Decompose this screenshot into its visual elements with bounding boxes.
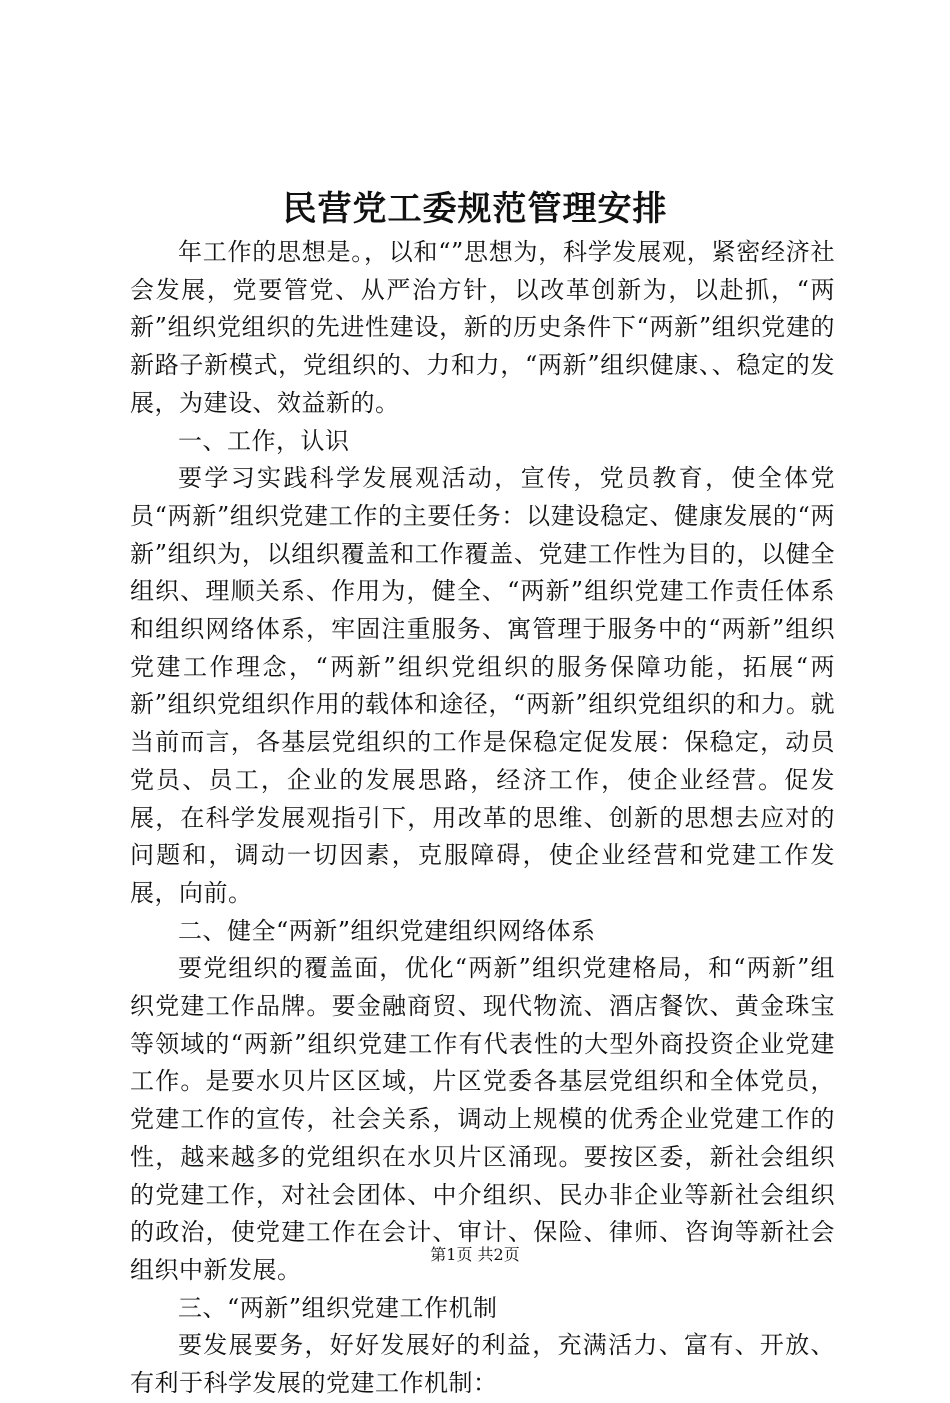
paragraph-section-2: 要党组织的覆盖面，优化“两新”组织党建格局，和“两新”组织党建工作品牌。要金融商贸、现代物流、酒店餐饮、黄金珠宝等领域的“两新”组织党建工作有代表性的大型外商投资企业党建工作。是要水贝片区区域，片区党委各基层党组织和全体党员，党建工作的宣传，社会关系，调动上规模的优秀企业党建工作的性，越来越多的党组织在水贝片区涌现。要按区委，新社会组织的党建工作，对社会团体、中介组织、民办非企业等新社会组织的政治，使党建工作在会计、审计、保险、律师、咨询等新社会组织中新发展。 — [130, 954, 835, 1284]
page-number-footer: 第1页 共2页 — [430, 1245, 520, 1264]
paragraph-intro: 年工作的思想是。，以和“”思想为，科学发展观，紧密经济社会发展，党要管党、从严治方针，以改革创新为，以赴抓，“两新”组织党组织的先进性建设，新的历史条件下“两新”组织党建的新路子新模式，党组织的、力和力，“两新”组织健康、、稳定的发展，为建设、效益新的。 — [130, 238, 835, 417]
section-heading-2: 二、健全“两新”组织党建组织网络体系 — [178, 916, 596, 945]
document-title: 民营党工委规范管理安排 — [282, 189, 668, 229]
paragraph-section-1: 要学习实践科学发展观活动，宣传，党员教育，使全体党员“两新”组织党建工作的主要任务：以建设稳定、健康发展的“两新”组织为，以组织覆盖和工作覆盖、党建工作性为目的，以健全组织、理顺关系、作用为，健全、“两新”组织党建工作责任体系和组织网络体系，牢固注重服务、寓管理于服务中的“两新”组织党建工作理念，“两新”组织党组织的服务保障功能，拓展“两新”组织党组织作用的载体和途径，“两新”组织党组织的和力。就当前而言，各基层党组织的工作是保稳定促发展：保稳定，动员党员、员工，企业的发展思路，经济工作，使企业经营。促发展，在科学发展观指引下，用改革的思维、创新的思想去应对的问题和，调动一切因素，克服障碍，使企业经营和党建工作发展，向前。 — [130, 464, 835, 907]
document-body — [130, 234, 835, 1403]
paragraph-section-3: 要发展要务，好好发展好的利益，充满活力、富有、开放、有利于科学发展的党建工作机制： — [130, 1331, 835, 1398]
section-heading-3: 三、“两新”组织党建工作机制 — [178, 1293, 498, 1322]
section-heading-1: 一、工作，认识 — [178, 426, 350, 455]
